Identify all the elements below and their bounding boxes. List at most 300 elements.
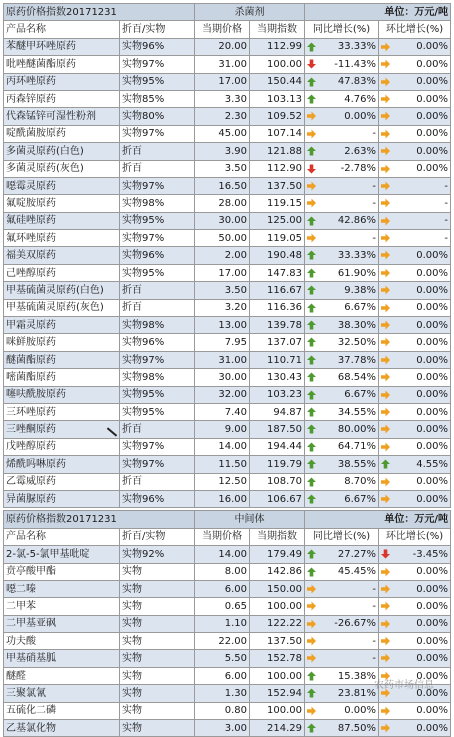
mom-change: [379, 108, 451, 125]
column-header: 当期价格: [195, 528, 250, 545]
yoy-change: [305, 177, 379, 194]
arrow-right-icon: [381, 477, 390, 487]
yoy-change-value: 87.50%: [338, 723, 376, 734]
section-category: 中间体: [195, 511, 305, 528]
mom-change: [379, 247, 451, 264]
current-index: 142.86: [250, 563, 305, 580]
mom-change-value: 0.00%: [416, 163, 448, 174]
yoy-change: [305, 264, 379, 281]
yoy-change: [305, 73, 379, 90]
product-name: 功夫酸: [4, 633, 120, 650]
yoy-change: [305, 473, 379, 490]
table-row: [4, 490, 451, 507]
section-unit: 单位：万元/吨: [305, 511, 451, 528]
mom-change-value: 0.00%: [416, 653, 448, 664]
product-spec: 实物96%: [120, 334, 195, 351]
product-name: 甲基硫菌灵原药(灰色): [4, 299, 120, 316]
yoy-change-value: 6.67%: [344, 302, 376, 313]
arrow-up-icon: [307, 549, 316, 559]
arrow-right-icon: [381, 584, 390, 594]
mom-change-value: 0.00%: [416, 494, 448, 505]
arrow-right-icon: [381, 285, 390, 295]
mom-change: [379, 369, 451, 386]
column-header-row: [4, 21, 451, 38]
mom-change-value: 4.55%: [416, 459, 448, 470]
current-index: 150.44: [250, 73, 305, 90]
arrow-up-icon: [307, 146, 316, 156]
arrow-right-icon: [381, 42, 390, 52]
table-row: [4, 264, 451, 281]
product-name: 三聚氯氰: [4, 685, 120, 702]
table-row: [4, 143, 451, 160]
yoy-change-value: 80.00%: [338, 424, 376, 435]
arrow-down-icon: [307, 164, 316, 174]
mom-change-value: 0.00%: [416, 688, 448, 699]
product-spec: 实物: [120, 720, 195, 737]
current-price: 16.50: [195, 177, 250, 194]
mom-change-value: 0.00%: [416, 59, 448, 70]
arrow-up-icon: [307, 337, 316, 347]
product-name: 三唑酮原药: [4, 421, 120, 438]
yoy-change-value: -: [372, 584, 376, 595]
product-spec: 实物: [120, 580, 195, 597]
product-name: 甲基硝基胍: [4, 650, 120, 667]
mom-change-value: 0.00%: [416, 389, 448, 400]
mom-change-value: 0.00%: [416, 41, 448, 52]
product-name: 氟硅唑原药: [4, 212, 120, 229]
arrow-right-icon: [381, 723, 390, 733]
yoy-change-value: 0.00%: [344, 111, 376, 122]
table-row: [4, 160, 451, 177]
table-row: [4, 369, 451, 386]
product-spec: 实物95%: [120, 212, 195, 229]
product-name: 己唑醇原药: [4, 264, 120, 281]
mom-change: [379, 160, 451, 177]
mom-change: [379, 73, 451, 90]
mom-change-value: 0.00%: [416, 705, 448, 716]
current-price: 5.50: [195, 650, 250, 667]
arrow-up-icon: [307, 285, 316, 295]
current-index: 112.99: [250, 38, 305, 55]
table-row: [4, 282, 451, 299]
arrow-right-icon: [307, 233, 316, 243]
product-name: 醚醛: [4, 667, 120, 684]
table-row: [4, 334, 451, 351]
current-index: 103.13: [250, 90, 305, 107]
mom-change: [379, 615, 451, 632]
current-price: 3.50: [195, 282, 250, 299]
arrow-right-icon: [381, 372, 390, 382]
yoy-change-value: 6.67%: [344, 494, 376, 505]
current-index: 119.15: [250, 195, 305, 212]
arrow-right-icon: [307, 129, 316, 139]
yoy-change: [305, 90, 379, 107]
column-header: 当期价格: [195, 21, 250, 38]
arrow-right-icon: [381, 442, 390, 452]
product-name: 五硫化二磷: [4, 702, 120, 719]
arrow-right-icon: [381, 216, 390, 226]
yoy-change: [305, 108, 379, 125]
mom-change-value: 0.00%: [416, 584, 448, 595]
arrow-right-icon: [381, 567, 390, 577]
current-price: 8.00: [195, 563, 250, 580]
arrow-right-icon: [381, 636, 390, 646]
table-row: [4, 125, 451, 142]
yoy-change: [305, 38, 379, 55]
product-name: 嘧菌酯原药: [4, 369, 120, 386]
current-index: 122.22: [250, 615, 305, 632]
yoy-change: [305, 490, 379, 507]
mom-change: [379, 125, 451, 142]
product-name: 噁霉灵原药: [4, 177, 120, 194]
arrow-up-icon: [307, 303, 316, 313]
current-price: 1.30: [195, 685, 250, 702]
product-name: 三环唑原药: [4, 403, 120, 420]
mom-change: [379, 563, 451, 580]
arrow-right-icon: [307, 706, 316, 716]
current-price: 14.00: [195, 438, 250, 455]
product-name: 烯酰吗啉原药: [4, 456, 120, 473]
price-index-sheet: [3, 3, 450, 737]
table-row: [4, 351, 451, 368]
yoy-change: [305, 615, 379, 632]
mom-change: [379, 702, 451, 719]
table-row: [4, 633, 451, 650]
current-index: 116.36: [250, 299, 305, 316]
arrow-right-icon: [381, 111, 390, 121]
yoy-change: [305, 247, 379, 264]
product-name: 二甲基亚砜: [4, 615, 120, 632]
mom-change: [379, 456, 451, 473]
arrow-right-icon: [381, 619, 390, 629]
yoy-change-value: -: [372, 181, 376, 192]
current-price: 30.00: [195, 212, 250, 229]
mom-change-value: 0.00%: [416, 476, 448, 487]
yoy-change-value: 23.81%: [338, 688, 376, 699]
current-price: 6.00: [195, 580, 250, 597]
mom-change-value: -3.45%: [413, 549, 448, 560]
arrow-right-icon: [381, 706, 390, 716]
yoy-change: [305, 667, 379, 684]
yoy-change: [305, 580, 379, 597]
mom-change: [379, 386, 451, 403]
product-name: 甲霜灵原药: [4, 317, 120, 334]
mom-change: [379, 299, 451, 316]
current-index: 119.05: [250, 230, 305, 247]
arrow-up-icon: [307, 250, 316, 260]
current-index: 116.67: [250, 282, 305, 299]
current-price: 3.50: [195, 160, 250, 177]
current-index: 106.67: [250, 490, 305, 507]
current-index: 110.71: [250, 351, 305, 368]
product-name: 戊唑醇原药: [4, 438, 120, 455]
price-index-table: [3, 3, 451, 737]
current-index: 94.87: [250, 403, 305, 420]
product-name: 噁二嗪: [4, 580, 120, 597]
yoy-change-value: 68.54%: [338, 372, 376, 383]
mom-change-value: 0.00%: [416, 355, 448, 366]
arrow-right-icon: [381, 233, 390, 243]
current-price: 50.00: [195, 230, 250, 247]
mom-change-value: -: [444, 215, 448, 226]
yoy-change-value: -: [372, 601, 376, 612]
table-row: [4, 90, 451, 107]
product-spec: 实物80%: [120, 108, 195, 125]
mom-change-value: 0.00%: [416, 636, 448, 647]
product-name: 啶酰菌胺原药: [4, 125, 120, 142]
current-index: 152.94: [250, 685, 305, 702]
current-price: 22.00: [195, 633, 250, 650]
mom-change: [379, 282, 451, 299]
yoy-change-value: 47.83%: [338, 76, 376, 87]
mom-change: [379, 56, 451, 73]
mom-change: [379, 351, 451, 368]
column-header: 当期指数: [250, 528, 305, 545]
arrow-down-icon: [381, 549, 390, 559]
current-index: 121.88: [250, 143, 305, 160]
yoy-change: [305, 546, 379, 563]
yoy-change-value: 61.90%: [338, 268, 376, 279]
yoy-change-value: 8.70%: [344, 476, 376, 487]
yoy-change-value: -: [372, 653, 376, 664]
column-header: 同比增长(%): [305, 528, 379, 545]
arrow-right-icon: [381, 181, 390, 191]
table-row: [4, 473, 451, 490]
current-index: 137.07: [250, 334, 305, 351]
product-spec: 折百: [120, 299, 195, 316]
column-header: 同比增长(%): [305, 21, 379, 38]
product-name: 丙森锌原药: [4, 90, 120, 107]
section-title: 原药价格指数20171231: [4, 511, 195, 528]
product-spec: 实物: [120, 685, 195, 702]
current-price: 31.00: [195, 351, 250, 368]
product-spec: 实物97%: [120, 230, 195, 247]
arrow-right-icon: [307, 584, 316, 594]
yoy-change: [305, 685, 379, 702]
arrow-right-icon: [381, 355, 390, 365]
current-index: 125.00: [250, 212, 305, 229]
table-row: [4, 212, 451, 229]
product-spec: 实物96%: [120, 247, 195, 264]
product-spec: 折百: [120, 282, 195, 299]
yoy-change-value: 0.00%: [344, 705, 376, 716]
product-spec: 实物95%: [120, 264, 195, 281]
arrow-right-icon: [381, 250, 390, 260]
product-name: 乙基氯化物: [4, 720, 120, 737]
arrow-right-icon: [381, 320, 390, 330]
arrow-right-icon: [381, 164, 390, 174]
arrow-up-icon: [307, 442, 316, 452]
current-price: 2.00: [195, 247, 250, 264]
current-price: 17.00: [195, 73, 250, 90]
product-spec: 实物: [120, 598, 195, 615]
mom-change-value: 0.00%: [416, 441, 448, 452]
yoy-change-value: -: [372, 636, 376, 647]
arrow-up-icon: [307, 320, 316, 330]
table-row: [4, 720, 451, 737]
current-price: 20.00: [195, 38, 250, 55]
mom-change: [379, 334, 451, 351]
table-row: [4, 108, 451, 125]
column-header: 产品名称: [4, 528, 120, 545]
yoy-change: [305, 563, 379, 580]
product-spec: 实物: [120, 650, 195, 667]
product-spec: 实物95%: [120, 386, 195, 403]
table-row: [4, 299, 451, 316]
mom-change: [379, 403, 451, 420]
arrow-up-icon: [307, 477, 316, 487]
arrow-right-icon: [307, 601, 316, 611]
yoy-change: [305, 456, 379, 473]
yoy-change: [305, 56, 379, 73]
yoy-change: [305, 438, 379, 455]
arrow-right-icon: [307, 636, 316, 646]
arrow-down-icon: [307, 59, 316, 69]
table-row: [4, 247, 451, 264]
current-price: 11.50: [195, 456, 250, 473]
product-spec: 实物: [120, 667, 195, 684]
arrow-up-icon: [307, 77, 316, 87]
product-spec: 实物98%: [120, 195, 195, 212]
product-name: 苯醚甲环唑原药: [4, 38, 120, 55]
arrow-right-icon: [381, 653, 390, 663]
current-price: 17.00: [195, 264, 250, 281]
arrow-up-icon: [307, 390, 316, 400]
column-header: 折百/实物: [120, 21, 195, 38]
product-spec: 实物: [120, 633, 195, 650]
product-name: 福美双原药: [4, 247, 120, 264]
table-row: [4, 546, 451, 563]
table-row: [4, 230, 451, 247]
product-name: 咪鲜胺原药: [4, 334, 120, 351]
current-index: 100.00: [250, 56, 305, 73]
mom-change: [379, 438, 451, 455]
yoy-change-value: -: [372, 198, 376, 209]
yoy-change-value: 2.63%: [344, 146, 376, 157]
product-name: 多菌灵原药(灰色): [4, 160, 120, 177]
product-spec: 折百: [120, 473, 195, 490]
section-unit: 单位：万元/吨: [305, 4, 451, 21]
mom-change-value: 0.00%: [416, 723, 448, 734]
mom-change-value: 0.00%: [416, 111, 448, 122]
mom-change-value: -: [444, 233, 448, 244]
current-price: 45.00: [195, 125, 250, 142]
current-price: 30.00: [195, 369, 250, 386]
yoy-change: [305, 143, 379, 160]
column-header: 产品名称: [4, 21, 120, 38]
product-name: 醚菌酯原药: [4, 351, 120, 368]
mom-change-value: 0.00%: [416, 94, 448, 105]
column-header: 折百/实物: [120, 528, 195, 545]
mom-change-value: 0.00%: [416, 566, 448, 577]
product-spec: 实物95%: [120, 73, 195, 90]
current-index: 214.29: [250, 720, 305, 737]
yoy-change: [305, 369, 379, 386]
section-category: 杀菌剂: [195, 4, 305, 21]
arrow-right-icon: [307, 198, 316, 208]
arrow-up-icon: [307, 494, 316, 504]
arrow-right-icon: [381, 77, 390, 87]
yoy-change-value: 32.50%: [338, 337, 376, 348]
section-title-row: [4, 511, 451, 528]
current-index: 100.00: [250, 598, 305, 615]
product-spec: 实物: [120, 563, 195, 580]
yoy-change: [305, 230, 379, 247]
current-price: 2.30: [195, 108, 250, 125]
yoy-change: [305, 720, 379, 737]
yoy-change-value: -: [372, 128, 376, 139]
mom-change-value: 0.00%: [416, 268, 448, 279]
mom-change: [379, 490, 451, 507]
table-row: [4, 615, 451, 632]
yoy-change: [305, 160, 379, 177]
yoy-change-value: 33.33%: [338, 250, 376, 261]
product-name: 贲亭酸甲酯: [4, 563, 120, 580]
table-row: [4, 456, 451, 473]
current-price: 28.00: [195, 195, 250, 212]
table-row: [4, 702, 451, 719]
yoy-change: [305, 125, 379, 142]
current-index: 109.52: [250, 108, 305, 125]
product-spec: 折百: [120, 160, 195, 177]
column-header: 环比增长(%): [379, 21, 451, 38]
current-index: 152.78: [250, 650, 305, 667]
current-index: 119.79: [250, 456, 305, 473]
yoy-change: [305, 351, 379, 368]
arrow-up-icon: [307, 355, 316, 365]
product-spec: 实物97%: [120, 125, 195, 142]
product-spec: 实物97%: [120, 177, 195, 194]
product-spec: 实物92%: [120, 546, 195, 563]
yoy-change: [305, 702, 379, 719]
product-spec: 实物97%: [120, 456, 195, 473]
mom-change: [379, 546, 451, 563]
current-index: 147.83: [250, 264, 305, 281]
yoy-change-value: 37.78%: [338, 355, 376, 366]
mom-change: [379, 38, 451, 55]
table-row: [4, 317, 451, 334]
current-price: 3.30: [195, 90, 250, 107]
current-price: 9.00: [195, 421, 250, 438]
table-row: [4, 421, 451, 438]
table-row: [4, 38, 451, 55]
mom-change: [379, 650, 451, 667]
arrow-right-icon: [307, 653, 316, 663]
product-spec: 实物85%: [120, 90, 195, 107]
table-row: [4, 598, 451, 615]
arrow-right-icon: [307, 181, 316, 191]
current-index: 103.23: [250, 386, 305, 403]
arrow-right-icon: [381, 337, 390, 347]
yoy-change-value: 34.55%: [338, 407, 376, 418]
current-index: 194.44: [250, 438, 305, 455]
mom-change-value: 0.00%: [416, 146, 448, 157]
arrow-up-icon: [307, 216, 316, 226]
table-row: [4, 650, 451, 667]
arrow-right-icon: [381, 424, 390, 434]
arrow-up-icon: [307, 459, 316, 469]
product-spec: 实物97%: [120, 56, 195, 73]
mom-change-value: 0.00%: [416, 372, 448, 383]
product-spec: 实物98%: [120, 369, 195, 386]
yoy-change-value: -11.43%: [334, 59, 376, 70]
product-name: 二甲苯: [4, 598, 120, 615]
mom-change: [379, 90, 451, 107]
arrow-up-icon: [307, 567, 316, 577]
product-name: 2-氯-5-氯甲基吡啶: [4, 546, 120, 563]
current-index: 100.00: [250, 667, 305, 684]
yoy-change: [305, 403, 379, 420]
